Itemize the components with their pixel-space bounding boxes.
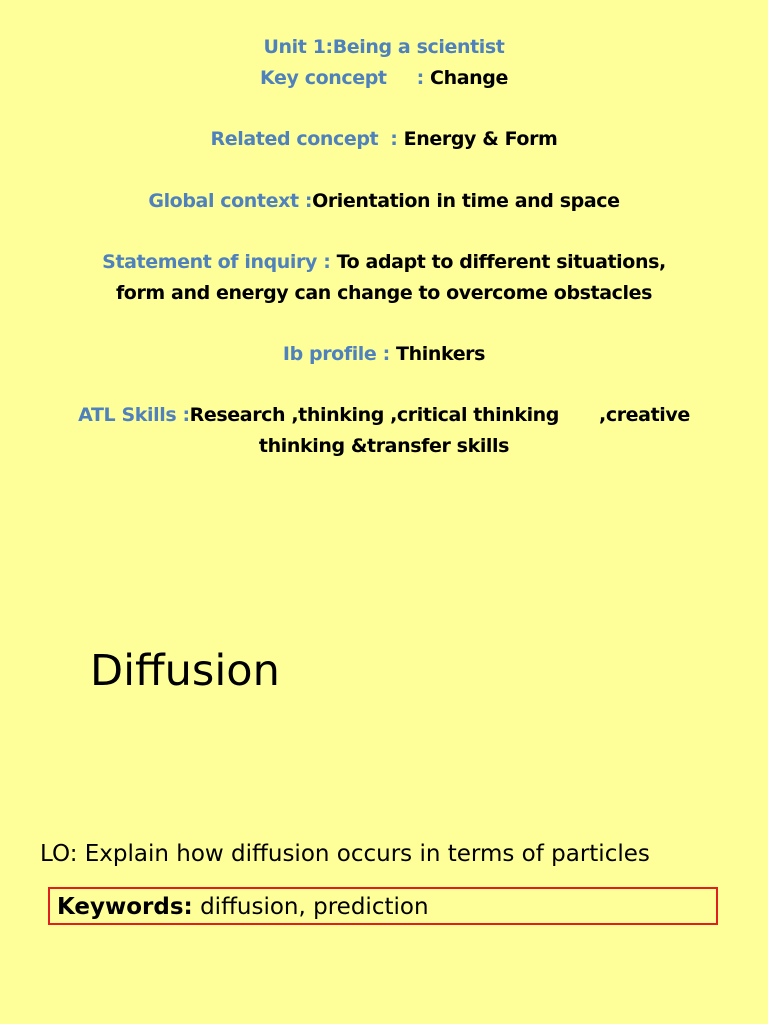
ib-profile-value: Thinkers [396, 343, 486, 365]
atl-skills-value-1a: Research ,thinking ,critical thinking [189, 404, 560, 426]
global-context-line [0, 186, 768, 217]
related-concept-value: Energy & Form [403, 128, 558, 150]
unit-title-line [0, 32, 768, 63]
atl-skills-value-2: thinking &transfer skills [258, 435, 510, 457]
related-concept-line [0, 124, 768, 155]
key-concept-value: Change [430, 67, 508, 89]
statement-of-inquiry-line [0, 247, 768, 278]
keywords-label: Keywords: [57, 894, 193, 920]
statement-of-inquiry-line-2 [0, 278, 768, 309]
statement-of-inquiry-label: Statement of inquiry : [102, 251, 331, 273]
ib-profile-line [0, 339, 768, 370]
key-concept-label: Key concept [260, 67, 387, 89]
keywords-box [48, 887, 718, 925]
global-context-label: Global context : [148, 190, 313, 212]
related-concept-separator: : [390, 128, 398, 150]
key-concept-line [0, 63, 768, 94]
statement-of-inquiry-value-2: form and energy can change to overcome obstacles [115, 282, 653, 304]
global-context-value: Orientation in time and space [312, 190, 620, 212]
atl-skills-line [0, 400, 768, 431]
keywords-value: diffusion, prediction [200, 894, 429, 920]
learning-objective: LO: Explain how diffusion occurs in terms of particles [40, 841, 650, 867]
ib-profile-label: Ib profile : [282, 343, 390, 365]
unit-title: Unit 1:Being a scientist [263, 36, 505, 58]
atl-skills-line-2 [0, 431, 768, 462]
atl-skills-label: ATL Skills : [78, 404, 190, 426]
statement-of-inquiry-value-1: To adapt to different situations, [336, 251, 666, 273]
key-concept-separator: : [416, 67, 424, 89]
atl-skills-value-1b: ,creative [599, 404, 690, 426]
related-concept-label: Related concept [210, 128, 379, 150]
slide-title: Diffusion [90, 646, 280, 696]
